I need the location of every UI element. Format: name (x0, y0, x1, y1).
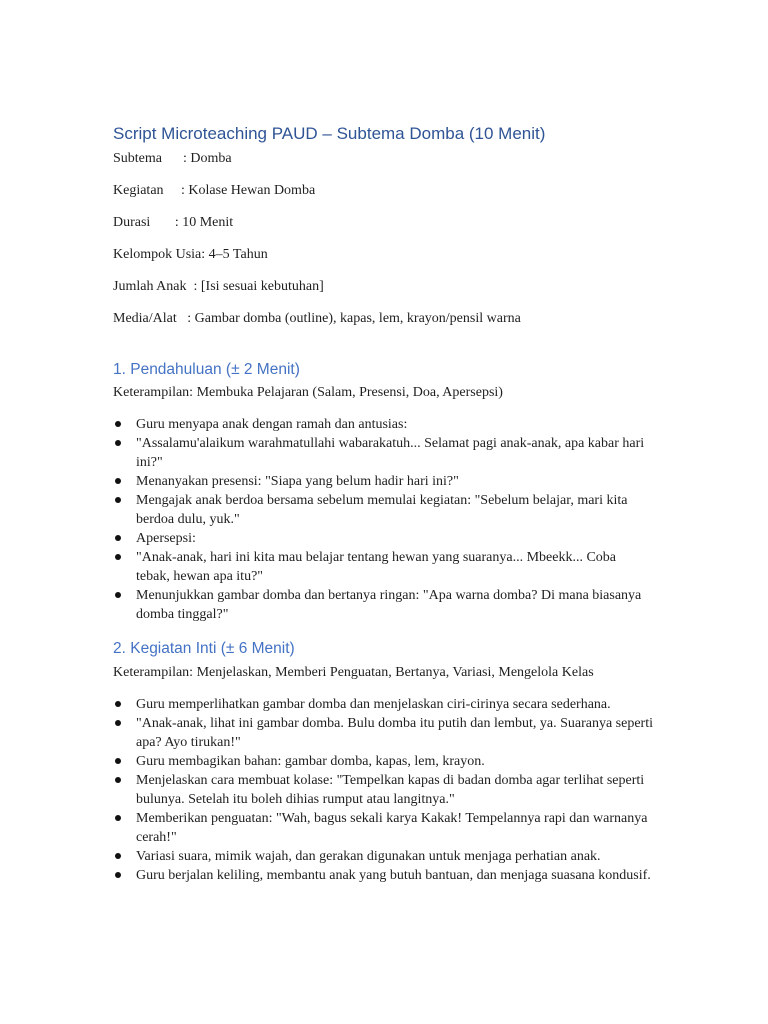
list-item: Mengajak anak berdoa bersama sebelum memulai kegiatan: "Sebelum belajar, mari kita berdoa dulu, yuk." (113, 491, 653, 529)
list-item: "Anak-anak, hari ini kita mau belajar tentang hewan yang suaranya... Mbeekk... Coba tebak, hewan apa itu?" (113, 548, 653, 586)
list-item: Guru membagikan bahan: gambar domba, kapas, lem, krayon. (113, 752, 653, 771)
list-item: Menunjukkan gambar domba dan bertanya ringan: "Apa warna domba? Di mana biasanya domba tinggal?" (113, 586, 653, 624)
meta-subtema: Subtema : Domba (113, 151, 232, 166)
bullet-list-pendahuluan (113, 415, 653, 624)
list-item: Menanyakan presensi: "Siapa yang belum hadir hari ini?" (113, 472, 653, 491)
list-item: Menjelaskan cara membuat kolase: "Tempelkan kapas di badan domba agar terlihat seperti bulunya. Setelah itu boleh dihias rumput atau langitnya." (113, 771, 653, 809)
list-item: "Anak-anak, lihat ini gambar domba. Bulu domba itu putih dan lembut, ya. Suaranya seperti apa? Ayo tirukan!" (113, 714, 653, 752)
list-item: Guru berjalan keliling, membantu anak yang butuh bantuan, dan menjaga suasana kondusif. (113, 866, 653, 885)
list-item: "Assalamu'alaikum warahmatullahi wabarakatuh... Selamat pagi anak-anak, apa kabar hari ini?" (113, 434, 653, 472)
section-heading-kegiatan-inti: 2. Kegiatan Inti (± 6 Menit) (113, 640, 295, 657)
meta-jumlah-anak: Jumlah Anak : [Isi sesuai kebutuhan] (113, 279, 324, 294)
meta-kelompok-usia: Kelompok Usia: 4–5 Tahun (113, 247, 268, 262)
document-title: Script Microteaching PAUD – Subtema Domba (10 Menit) (113, 124, 546, 143)
meta-durasi: Durasi : 10 Menit (113, 215, 234, 230)
section-skills-kegiatan-inti: Keterampilan: Menjelaskan, Memberi Penguatan, Bertanya, Variasi, Mengelola Kelas (113, 665, 594, 680)
meta-media-alat: Media/Alat : Gambar domba (outline), kapas, lem, krayon/pensil warna (113, 311, 521, 326)
bullet-list-kegiatan-inti (113, 695, 653, 885)
list-item: Apersepsi: (113, 529, 653, 548)
list-item: Guru memperlihatkan gambar domba dan menjelaskan ciri-cirinya secara sederhana. (113, 695, 653, 714)
section-heading-pendahuluan: 1. Pendahuluan (± 2 Menit) (113, 361, 300, 378)
section-skills-pendahuluan: Keterampilan: Membuka Pelajaran (Salam, Presensi, Doa, Apersepsi) (113, 385, 503, 400)
list-item: Guru menyapa anak dengan ramah dan antusias: (113, 415, 653, 434)
meta-kegiatan: Kegiatan : Kolase Hewan Domba (113, 183, 316, 198)
list-item: Variasi suara, mimik wajah, dan gerakan digunakan untuk menjaga perhatian anak. (113, 847, 653, 866)
list-item: Memberikan penguatan: "Wah, bagus sekali karya Kakak! Tempelannya rapi dan warnanya cerah!" (113, 809, 653, 847)
